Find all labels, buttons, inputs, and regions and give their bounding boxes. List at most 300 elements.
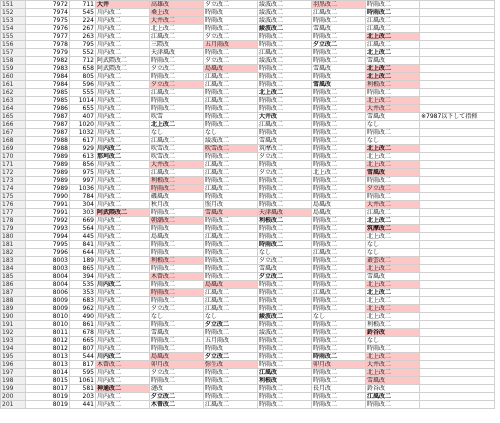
ship-cell[interactable]: 北上改二 [366,353,420,361]
row-header[interactable]: 161 [1,81,26,89]
ship-cell[interactable]: 北上改二 [366,65,420,73]
ship-cell[interactable]: 江風改二 [204,297,258,305]
ship-cell[interactable]: 時雨改二 [204,89,258,97]
ship-cell[interactable]: 川内改二 [96,201,150,209]
ship-cell[interactable]: 時雨改二 [204,377,258,385]
note-cell[interactable] [420,393,495,401]
ship-cell[interactable]: 川内改二 [96,329,150,337]
note-cell[interactable] [420,305,495,313]
row-header[interactable]: 165 [1,113,26,121]
ship-cell[interactable]: 時雨改 [150,97,204,105]
ship-cell[interactable]: 時雨改二 [312,121,366,129]
note-cell[interactable] [420,265,495,273]
ship-cell[interactable]: 江風改二 [204,161,258,169]
count-cell[interactable]: 678 [70,329,96,337]
ship-cell[interactable]: 叢雲改二 [366,257,420,265]
ship-cell[interactable]: 北上改二 [366,265,420,273]
ship-cell[interactable]: 川内改二 [96,337,150,345]
ship-cell[interactable]: 時雨改二 [204,273,258,281]
id-cell[interactable]: 8019 [26,401,70,409]
id-cell[interactable]: 8004 [26,281,70,289]
ship-cell[interactable]: 時雨改二 [150,105,204,113]
ship-cell[interactable]: 吹雪 [150,113,204,121]
ship-cell[interactable]: 吹雪改二 [204,145,258,153]
ship-cell[interactable]: 夕立改二 [312,41,366,49]
ship-cell[interactable]: 川内改二 [96,369,150,377]
ship-cell[interactable]: 北上改二 [366,305,420,313]
ship-cell[interactable]: なし [204,313,258,321]
ship-cell[interactable]: 夕立改二 [150,369,204,377]
ship-cell[interactable]: 弥生改 [204,361,258,369]
ship-cell[interactable]: 時雨改二 [258,233,312,241]
row-header[interactable]: 201 [1,401,26,409]
count-cell[interactable]: 441 [70,401,96,409]
note-cell[interactable] [420,49,495,57]
ship-cell[interactable]: 利根改 [258,377,312,385]
ship-cell[interactable]: 綾波改二 [258,329,312,337]
ship-cell[interactable]: 北上改二 [366,233,420,241]
row-header[interactable]: 151 [1,1,26,9]
row-header[interactable]: 157 [1,49,26,57]
ship-cell[interactable]: 大井改二 [150,161,204,169]
ship-cell[interactable]: 時雨改二 [312,353,366,361]
row-header[interactable]: 163 [1,97,26,105]
note-cell[interactable] [420,361,495,369]
id-cell[interactable]: 7996 [26,249,70,257]
row-header[interactable]: 191 [1,321,26,329]
ship-cell[interactable]: 江風改二 [366,17,420,25]
count-cell[interactable]: 581 [70,385,96,393]
ship-cell[interactable]: 阿武隈改二 [96,209,150,217]
ship-cell[interactable]: 利根改二 [366,81,420,89]
count-cell[interactable]: 407 [70,113,96,121]
ship-cell[interactable]: 雪風改 [312,25,366,33]
ship-cell[interactable]: 島風改 [150,353,204,361]
ship-cell[interactable]: 磯風改 [150,193,204,201]
ship-cell[interactable]: 江風改二 [150,89,204,97]
count-cell[interactable]: 841 [70,241,96,249]
ship-cell[interactable]: 大井改二 [366,105,420,113]
count-cell[interactable]: 353 [70,289,96,297]
ship-cell[interactable]: 時雨改二 [258,33,312,41]
note-cell[interactable] [420,65,495,73]
ship-cell[interactable]: 神通改二 [96,385,150,393]
ship-cell[interactable]: 時雨改二 [150,377,204,385]
count-cell[interactable]: 263 [70,33,96,41]
ship-cell[interactable]: 江風改二 [258,121,312,129]
ship-cell[interactable]: 時雨改 [204,385,258,393]
ship-cell[interactable]: 川内改二 [96,241,150,249]
count-cell[interactable]: 807 [70,345,96,353]
row-header[interactable]: 189 [1,305,26,313]
note-cell[interactable] [420,169,495,177]
ship-cell[interactable]: 時雨改二 [312,257,366,265]
count-cell[interactable]: 535 [70,281,96,289]
ship-cell[interactable]: 時雨改二 [204,329,258,337]
ship-cell[interactable]: 時雨改 [312,73,366,81]
row-header[interactable]: 156 [1,41,26,49]
ship-cell[interactable]: 時雨改 [150,249,204,257]
ship-cell[interactable]: 川内改二 [96,289,150,297]
ship-cell[interactable]: 江風改二 [204,289,258,297]
ship-cell[interactable]: 利根改二 [150,257,204,265]
row-header[interactable]: 179 [1,225,26,233]
ship-cell[interactable]: 夕立改二 [150,65,204,73]
count-cell[interactable]: 544 [70,353,96,361]
count-cell[interactable]: 929 [70,145,96,153]
row-header[interactable]: 158 [1,57,26,65]
ship-cell[interactable]: 時雨改二 [312,369,366,377]
row-header[interactable]: 154 [1,25,26,33]
ship-cell[interactable]: 江風改二 [258,49,312,57]
note-cell[interactable] [420,121,495,129]
ship-cell[interactable]: 江風改二 [204,233,258,241]
count-cell[interactable]: 595 [70,369,96,377]
note-cell[interactable] [420,177,495,185]
ship-cell[interactable]: 時雨改二 [150,241,204,249]
ship-cell[interactable]: 時雨改二 [312,113,366,121]
ship-cell[interactable]: 川内改二 [96,97,150,105]
ship-cell[interactable]: 時雨改二 [150,265,204,273]
row-header[interactable]: 181 [1,241,26,249]
ship-cell[interactable]: 川内改二 [96,265,150,273]
ship-cell[interactable]: 時雨改二 [204,105,258,113]
note-cell[interactable] [420,385,495,393]
ship-cell[interactable]: 三隈改 [150,41,204,49]
count-cell[interactable]: 1036 [70,185,96,193]
ship-cell[interactable]: 時雨改二 [312,97,366,105]
id-cell[interactable]: 7990 [26,193,70,201]
count-cell[interactable]: 596 [70,81,96,89]
ship-cell[interactable]: 江風改二 [204,169,258,177]
row-header[interactable]: 197 [1,369,26,377]
count-cell[interactable]: 224 [70,17,96,25]
ship-cell[interactable]: 北上改二 [366,97,420,105]
id-cell[interactable]: 8004 [26,273,70,281]
count-cell[interactable]: 1032 [70,129,96,137]
ship-cell[interactable]: 川内改二 [96,17,150,25]
count-cell[interactable]: 445 [70,233,96,241]
ship-cell[interactable]: 川内改二 [96,113,150,121]
note-cell[interactable] [420,297,495,305]
ship-cell[interactable]: なし [366,249,420,257]
row-header[interactable]: 172 [1,169,26,177]
ship-cell[interactable]: 那珂改二 [96,153,150,161]
ship-cell[interactable]: 時雨改二 [312,401,366,409]
ship-cell[interactable]: 時雨改 [204,345,258,353]
ship-cell[interactable]: 卯月改 [150,361,204,369]
ship-cell[interactable]: 鈴谷改 [366,385,420,393]
count-cell[interactable]: 1061 [70,377,96,385]
row-header[interactable]: 152 [1,9,26,17]
ship-cell[interactable]: 漣改 [150,385,204,393]
ship-cell[interactable]: 大井改二 [366,361,420,369]
ship-cell[interactable]: 時雨改二 [204,369,258,377]
row-header[interactable]: 185 [1,273,26,281]
ship-cell[interactable]: 島風改 [204,281,258,289]
id-cell[interactable]: 8006 [26,289,70,297]
ship-cell[interactable]: 江風改二 [204,73,258,81]
ship-cell[interactable]: 川内改二 [96,129,150,137]
count-cell[interactable]: 975 [70,169,96,177]
ship-cell[interactable]: 島風改 [312,209,366,217]
id-cell[interactable]: 7974 [26,9,70,17]
count-cell[interactable]: 617 [70,137,96,145]
id-cell[interactable]: 7991 [26,209,70,217]
row-header[interactable]: 169 [1,145,26,153]
ship-cell[interactable]: 時雨改二 [366,193,420,201]
ship-cell[interactable]: 江風改 [258,369,312,377]
ship-cell[interactable]: 時雨改二 [150,73,204,81]
note-cell[interactable] [420,73,495,81]
ship-cell[interactable]: 江風改二 [312,289,366,297]
note-cell[interactable] [420,273,495,281]
ship-cell[interactable]: 時雨改二 [312,393,366,401]
ship-cell[interactable]: 時雨改二 [204,393,258,401]
ship-cell[interactable]: 川内改二 [96,41,150,49]
ship-cell[interactable]: 時雨改 [258,297,312,305]
ship-cell[interactable]: 北上改二 [366,369,420,377]
ship-cell[interactable]: 時雨改二 [312,49,366,57]
ship-cell[interactable]: 時雨改二 [204,225,258,233]
ship-cell[interactable]: 川内改二 [96,401,150,409]
ship-cell[interactable]: 時雨改二 [204,121,258,129]
id-cell[interactable]: 7976 [26,25,70,33]
row-header[interactable]: 188 [1,297,26,305]
ship-cell[interactable]: 島風改 [204,65,258,73]
id-cell[interactable]: 8009 [26,297,70,305]
ship-cell[interactable]: 夕立改二 [150,81,204,89]
ship-cell[interactable]: 北上改二 [366,161,420,169]
count-cell[interactable]: 394 [70,273,96,281]
ship-cell[interactable]: 川内改二 [96,321,150,329]
count-cell[interactable]: 865 [70,265,96,273]
ship-cell[interactable]: 時雨改二 [150,209,204,217]
ship-cell[interactable]: 時雨改二 [312,193,366,201]
ship-cell[interactable]: 時雨改二 [150,57,204,65]
ship-cell[interactable]: 時雨改二 [258,81,312,89]
ship-cell[interactable]: 時雨改二 [312,105,366,113]
ship-cell[interactable]: 時雨改二 [204,249,258,257]
ship-cell[interactable]: 北上改二 [150,121,204,129]
row-header[interactable]: 182 [1,249,26,257]
ship-cell[interactable]: 時雨改二 [150,321,204,329]
ship-cell[interactable]: 川内改二 [96,145,150,153]
note-cell[interactable] [420,241,495,249]
ship-cell[interactable]: 時雨改二 [366,1,420,9]
ship-cell[interactable]: 北上改二 [366,49,420,57]
ship-cell[interactable]: 時雨改二 [258,401,312,409]
row-header[interactable]: 168 [1,137,26,145]
ship-cell[interactable]: 江風改二 [366,209,420,217]
ship-cell[interactable]: 時雨改二 [312,129,366,137]
id-cell[interactable]: 7985 [26,97,70,105]
id-cell[interactable]: 7977 [26,33,70,41]
ship-cell[interactable]: 時雨改二 [312,329,366,337]
ship-cell[interactable]: 阿武隈改二 [96,57,150,65]
note-cell[interactable] [420,193,495,201]
ship-cell[interactable]: 時雨改二 [150,297,204,305]
ship-cell[interactable]: 北上改二 [366,297,420,305]
count-cell[interactable]: 1020 [70,121,96,129]
ship-cell[interactable]: 利根改二 [258,217,312,225]
ship-cell[interactable]: 綾波改二 [258,9,312,17]
count-cell[interactable]: 552 [70,49,96,57]
ship-cell[interactable]: 雪風改 [366,377,420,385]
id-cell[interactable]: 7991 [26,201,70,209]
ship-cell[interactable]: 雪風改 [258,137,312,145]
id-cell[interactable]: 8009 [26,305,70,313]
ship-cell[interactable]: 時雨改二 [312,185,366,193]
count-cell[interactable]: 1014 [70,97,96,105]
id-cell[interactable]: 7989 [26,177,70,185]
ship-cell[interactable]: 雪風改 [150,329,204,337]
id-cell[interactable]: 7979 [26,49,70,57]
count-cell[interactable]: 817 [70,361,96,369]
ship-cell[interactable]: 時雨改二 [258,185,312,193]
ship-cell[interactable]: 雪風改 [312,65,366,73]
id-cell[interactable]: 8019 [26,393,70,401]
ship-cell[interactable]: 時雨改二 [150,345,204,353]
ship-cell[interactable]: 雪風改 [366,57,420,65]
row-header[interactable]: 200 [1,393,26,401]
ship-cell[interactable]: 時雨改二 [258,345,312,353]
count-cell[interactable]: 555 [70,89,96,97]
note-cell[interactable] [420,81,495,89]
ship-cell[interactable]: なし [366,137,420,145]
note-cell[interactable] [420,337,495,345]
ship-cell[interactable]: 時雨改二 [312,137,366,145]
ship-cell[interactable]: 川内改二 [96,89,150,97]
ship-cell[interactable]: 木曾改二 [150,401,204,409]
ship-cell[interactable]: 川内改二 [96,81,150,89]
ship-cell[interactable]: 時雨改二 [150,281,204,289]
count-cell[interactable]: 669 [70,217,96,225]
ship-cell[interactable]: 時雨改二 [204,49,258,57]
ship-cell[interactable]: 時雨改二 [366,345,420,353]
ship-cell[interactable]: 雪風改 [366,169,420,177]
ship-cell[interactable]: 時雨改二 [204,265,258,273]
note-cell[interactable] [420,329,495,337]
ship-cell[interactable]: 江風改二 [312,9,366,17]
ship-cell[interactable]: 江風改二 [204,81,258,89]
ship-cell[interactable]: 川内改二 [96,161,150,169]
row-header[interactable]: 192 [1,329,26,337]
ship-cell[interactable]: 時雨改二 [312,241,366,249]
row-header[interactable]: 153 [1,17,26,25]
row-header[interactable]: 166 [1,121,26,129]
note-cell[interactable] [420,137,495,145]
id-cell[interactable]: 7987 [26,113,70,121]
id-cell[interactable]: 7987 [26,129,70,137]
row-header[interactable]: 164 [1,105,26,113]
ship-cell[interactable]: 時雨改二 [312,321,366,329]
ship-cell[interactable]: 時雨改二 [258,177,312,185]
count-cell[interactable]: 564 [70,225,96,233]
note-cell[interactable]: ※7987以下して指揮 [420,113,495,121]
ship-cell[interactable]: 夕立改二 [204,321,258,329]
count-cell[interactable]: 805 [70,73,96,81]
id-cell[interactable]: 8013 [26,361,70,369]
ship-cell[interactable]: 北上改二 [366,281,420,289]
ship-cell[interactable]: 時雨改二 [312,337,366,345]
id-cell[interactable]: 7989 [26,161,70,169]
ship-cell[interactable]: 夕立改二 [204,57,258,65]
count-cell[interactable]: 665 [70,337,96,345]
ship-cell[interactable]: 時雨改二 [258,289,312,297]
ship-cell[interactable]: 桑上改 [150,9,204,17]
ship-cell[interactable]: 川内改二 [96,225,150,233]
row-header[interactable]: 167 [1,129,26,137]
ship-cell[interactable]: 川内改二 [96,177,150,185]
ship-cell[interactable]: 島風改 [312,201,366,209]
ship-cell[interactable]: 吹雪改二 [150,153,204,161]
ship-cell[interactable]: 夕立改二 [258,153,312,161]
count-cell[interactable]: 304 [70,201,96,209]
note-cell[interactable] [420,289,495,297]
ship-cell[interactable]: 時雨改二 [150,289,204,297]
ship-cell[interactable]: 時雨改 [258,129,312,137]
note-cell[interactable] [420,97,495,105]
ship-cell[interactable]: 北上改二 [150,25,204,33]
row-header[interactable]: 162 [1,89,26,97]
ship-cell[interactable]: 時雨改二 [312,345,366,353]
ship-cell[interactable]: 天津風改 [258,209,312,217]
ship-cell[interactable]: 時雨改二 [366,177,420,185]
ship-cell[interactable]: 川内改二 [96,25,150,33]
id-cell[interactable]: 7984 [26,81,70,89]
count-cell[interactable]: 784 [70,193,96,201]
ship-cell[interactable]: 時雨改 [150,225,204,233]
ship-cell[interactable]: 江風改二 [150,33,204,41]
ship-cell[interactable]: 時雨改二 [258,385,312,393]
ship-cell[interactable]: 島風改 [150,233,204,241]
ship-cell[interactable]: 時雨改二 [312,273,366,281]
ship-cell[interactable]: 雪風改 [258,265,312,273]
ship-cell[interactable]: 夕立改二 [258,273,312,281]
ship-cell[interactable]: 時雨改二 [258,281,312,289]
note-cell[interactable] [420,185,495,193]
ship-cell[interactable]: 時雨改二 [258,41,312,49]
ship-cell[interactable]: 朝潮改二 [150,217,204,225]
note-cell[interactable] [420,17,495,25]
ship-cell[interactable]: 夕立改二 [258,169,312,177]
id-cell[interactable]: 8015 [26,377,70,385]
note-cell[interactable] [420,33,495,41]
count-cell[interactable]: 711 [70,1,96,9]
ship-cell[interactable]: 時雨改二 [258,321,312,329]
ship-cell[interactable]: なし [366,337,420,345]
count-cell[interactable]: 303 [70,209,96,217]
ship-cell[interactable]: 時雨改二 [312,177,366,185]
ship-cell[interactable]: なし [258,249,312,257]
ship-cell[interactable]: 江風改二 [204,305,258,313]
id-cell[interactable]: 7978 [26,41,70,49]
note-cell[interactable] [420,401,495,409]
note-cell[interactable] [420,353,495,361]
ship-cell[interactable]: 綾波改二 [204,137,258,145]
note-cell[interactable] [420,161,495,169]
ship-cell[interactable]: 長月改 [312,385,366,393]
note-cell[interactable] [420,105,495,113]
ship-cell[interactable]: 夕立改二 [366,185,420,193]
ship-cell[interactable]: 時雨改二 [312,297,366,305]
row-header[interactable]: 160 [1,73,26,81]
note-cell[interactable] [420,209,495,217]
ship-cell[interactable]: 北上改二 [366,33,420,41]
id-cell[interactable]: 7972 [26,1,70,9]
ship-cell[interactable]: 時雨改二 [258,305,312,313]
